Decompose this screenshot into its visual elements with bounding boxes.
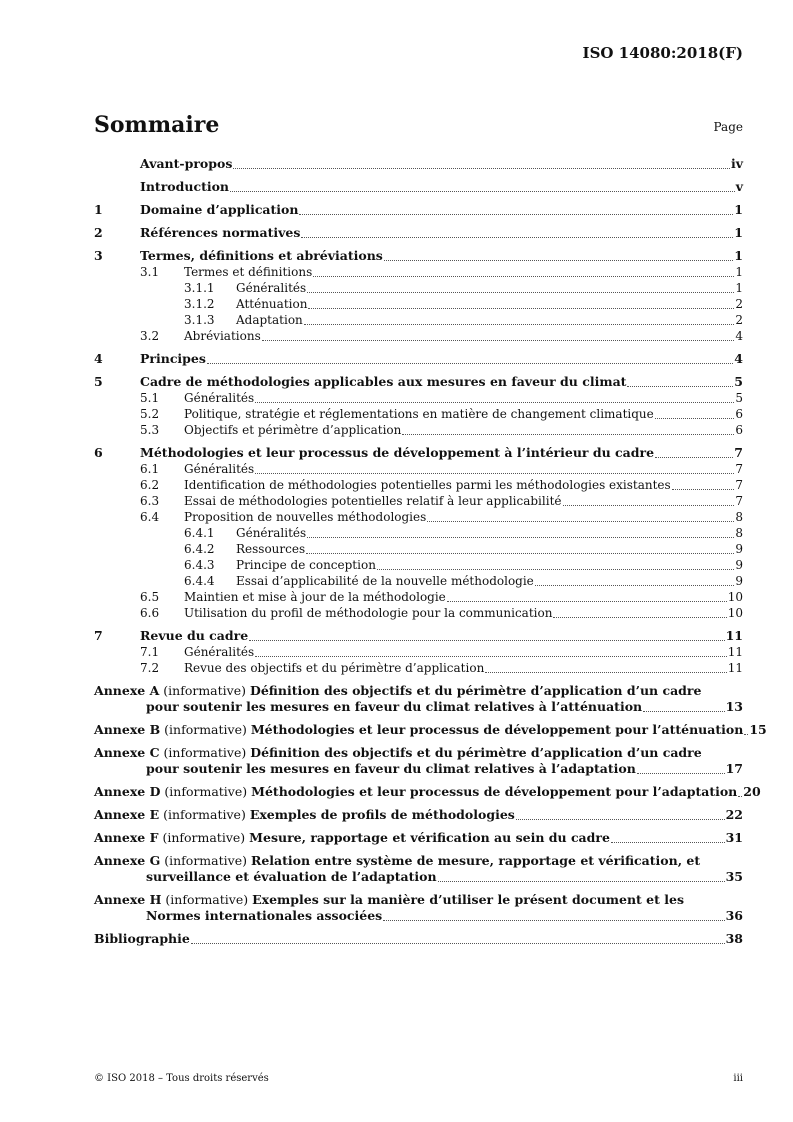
annex-id: Annexe B (94, 722, 161, 737)
toc-annex-entry[interactable] (94, 853, 743, 885)
toc-leader-dots (249, 640, 724, 641)
toc-leader-dots (402, 434, 734, 435)
toc-leader-dots (299, 214, 733, 215)
toc-entry[interactable] (94, 225, 743, 241)
toc-entry-page: 9 (735, 574, 743, 588)
toc-leader-dots (307, 537, 734, 538)
annex-type: (informative) (165, 892, 249, 907)
toc-entry-label: Généralités (236, 281, 307, 295)
toc-entry-label: Principe de conception (236, 558, 376, 572)
toc-entry[interactable] (94, 541, 743, 557)
toc-entry[interactable] (94, 179, 743, 195)
annex-line-2 (94, 699, 743, 715)
annex-title-line-2: surveillance et évaluation de l’adaptation (146, 869, 437, 884)
toc-entry[interactable] (94, 605, 743, 621)
annex-type: (informative) (162, 830, 246, 845)
toc-leader-dots (384, 260, 733, 261)
toc-entry-page: 9 (735, 558, 743, 572)
annex-id: Annexe D (94, 784, 161, 799)
toc-entry-label: Revue des objectifs et du périmètre d’application (184, 661, 485, 675)
toc-annex-entry[interactable] (94, 892, 743, 924)
annex-title-line-2: Normes internationales associées (146, 908, 383, 923)
toc-entry-label: Avant-propos (140, 156, 233, 171)
annex-heading (94, 830, 610, 846)
toc-leader-dots (438, 881, 725, 882)
toc-entry-number: 4 (94, 351, 103, 366)
toc-entry-number: 5.2 (140, 407, 160, 421)
toc-annex-entry[interactable] (94, 722, 767, 738)
annex-title-line-2: pour soutenir les mesures en faveur du climat relatives à l’atténuation (146, 699, 643, 714)
toc-entry-number: 6.3 (140, 494, 160, 508)
bibliography-label: Bibliographie (94, 931, 190, 946)
toc-gap (94, 885, 743, 892)
toc-entry[interactable] (94, 509, 743, 525)
toc-entry-page: 8 (735, 510, 743, 524)
toc-leader-dots (627, 386, 733, 387)
toc-annex-entry[interactable] (94, 683, 743, 715)
annex-type: (informative) (164, 784, 248, 799)
toc-entry-number: 7 (94, 628, 103, 643)
toc-entry-label: Généralités (184, 391, 255, 405)
toc-leader-dots (230, 191, 735, 192)
toc-leader-dots (313, 276, 734, 277)
toc-entry-page: 4 (734, 351, 743, 366)
toc-entry-label: Termes et définitions (184, 265, 313, 279)
toc-entry-label: Cadre de méthodologies applicables aux mesures en faveur du climat (140, 374, 627, 389)
toc-entry-number: 3.1.3 (184, 313, 215, 327)
toc-entry[interactable] (94, 573, 743, 589)
toc-entry-number: 2 (94, 225, 103, 240)
toc-entry-page: 1 (734, 202, 743, 217)
toc-leader-dots (307, 292, 734, 293)
annex-title-line-1: Méthodologies et leur processus de développement pour l’atténuation (250, 722, 744, 737)
toc-entry[interactable] (94, 644, 743, 660)
toc-entry[interactable] (94, 628, 743, 644)
annex-heading (94, 853, 700, 869)
annex-title-line-1: Méthodologies et leur processus de développement pour l’adaptation (251, 784, 738, 799)
annex-type: (informative) (163, 745, 247, 760)
toc-entry-label: Objectifs et périmètre d’application (184, 423, 402, 437)
toc-entry[interactable] (94, 493, 743, 509)
annex-heading (94, 807, 515, 823)
toc-annex-entry[interactable] (94, 784, 761, 800)
toc-entry-label: Généralités (184, 462, 255, 476)
toc-gap (94, 438, 743, 445)
annex-title-line-1: Définition des objectifs et du périmètre d’application d’un cadre (250, 745, 702, 760)
toc-entry-page: 2 (735, 313, 743, 327)
annex-line-2 (94, 908, 743, 924)
toc-entry-page: 7 (735, 462, 743, 476)
annex-page: 17 (725, 761, 743, 776)
toc-leader-dots (304, 324, 735, 325)
annex-line-2 (94, 869, 743, 885)
toc-entry[interactable] (94, 280, 743, 296)
toc-entry[interactable] (94, 328, 743, 344)
toc-entry-label: Utilisation du profil de méthodologie pour la communication (184, 606, 553, 620)
annex-line-1 (94, 745, 743, 761)
toc-entry-page: 6 (735, 407, 743, 421)
toc-leader-dots (377, 569, 734, 570)
toc-entry-number: 5.1 (140, 391, 160, 405)
toc-entry-page: 6 (735, 423, 743, 437)
annex-page: 13 (725, 699, 743, 714)
annex-id: Annexe A (94, 683, 160, 698)
toc-entry-number: 6.2 (140, 478, 160, 492)
toc-leader-dots (611, 842, 725, 843)
toc-annex-entry[interactable] (94, 807, 743, 823)
toc-entry[interactable] (94, 406, 743, 422)
annex-title-line-1: Mesure, rapportage et vérification au sein du cadre (249, 830, 610, 845)
toc-leader-dots (233, 168, 730, 169)
annex-id: Annexe E (94, 807, 160, 822)
toc-entry[interactable] (94, 557, 743, 573)
toc-entry-page: 10 (727, 590, 743, 604)
toc-annex-entry[interactable] (94, 745, 743, 777)
toc-entry-label: Identification de méthodologies potentielles parmi les méthodologies existantes (184, 478, 671, 492)
toc-entry-page: 5 (734, 374, 743, 389)
toc-leader-dots (427, 521, 734, 522)
toc-entry-page: 9 (735, 542, 743, 556)
toc-entry-label: Abréviations (184, 329, 261, 343)
toc-entry[interactable] (94, 525, 743, 541)
annex-heading (94, 745, 702, 761)
toc-leader-dots (643, 711, 724, 712)
toc-entry-page: 7 (735, 494, 743, 508)
toc-entry-number: 3.1 (140, 265, 160, 279)
annex-page: 22 (725, 807, 743, 822)
toc-entry-number: 6.6 (140, 606, 160, 620)
annex-title-line-1: Exemples de profils de méthodologies (249, 807, 515, 822)
annex-id: Annexe G (94, 853, 161, 868)
toc-entry-label: Ressources (236, 542, 306, 556)
annex-title-line-1: Définition des objectifs et du périmètre d’application d’un cadre (249, 683, 702, 698)
toc-entry-label: Termes, définitions et abréviations (140, 248, 383, 263)
toc-leader-dots (738, 796, 742, 797)
toc-entry-label: Essai de méthodologies potentielles relatif à leur applicabilité (184, 494, 562, 508)
toc-entry[interactable] (94, 477, 743, 493)
toc-entry-label: Références normatives (140, 225, 301, 240)
toc-entry-number: 6.4.1 (184, 526, 215, 540)
annex-id: Annexe F (94, 830, 159, 845)
toc-entry-number: 6.5 (140, 590, 160, 604)
annex-heading (94, 722, 743, 738)
toc-entry-number: 5.3 (140, 423, 160, 437)
bibliography-page: 38 (725, 931, 743, 946)
toc-leader-dots (306, 553, 734, 554)
toc-gap (94, 621, 743, 628)
annex-line-1 (94, 853, 743, 869)
toc-entry[interactable] (94, 202, 743, 218)
toc-entry-label: Principes (140, 351, 206, 366)
toc-entry-number: 3.1.2 (184, 297, 215, 311)
toc-entry[interactable] (94, 264, 743, 280)
toc-entry-number: 6.4.4 (184, 574, 215, 588)
toc-entry-number: 3 (94, 248, 103, 263)
toc-gap (94, 241, 743, 248)
toc-entry-number: 6.4.3 (184, 558, 215, 572)
toc-leader-dots (301, 237, 733, 238)
toc-gap (94, 800, 743, 807)
annex-title-line-2: pour soutenir les mesures en faveur du climat relatives à l’adaptation (146, 761, 636, 776)
toc-entry[interactable] (94, 422, 743, 438)
toc-entry[interactable] (94, 312, 743, 328)
toc-gap (94, 738, 743, 745)
toc-entry-label: Généralités (184, 645, 255, 659)
toc-entry-number: 7.2 (140, 661, 160, 675)
annex-page: 35 (725, 869, 743, 884)
toc-entry-page: iv (730, 156, 743, 171)
toc-entry-page: 1 (734, 248, 743, 263)
toc-entry-label: Introduction (140, 179, 230, 194)
page-column-label: Page (713, 120, 743, 134)
toc-leader-dots (672, 489, 735, 490)
toc-entry-number: 3.1.1 (184, 281, 215, 295)
toc-leader-dots (553, 617, 726, 618)
annex-page: 20 (743, 784, 761, 799)
toc-gap (94, 777, 743, 784)
toc-entry-label: Méthodologies et leur processus de développement à l’intérieur du cadre (140, 445, 655, 460)
toc-entry-number: 6 (94, 445, 103, 460)
annex-type: (informative) (164, 853, 247, 868)
toc-entry-page: 1 (734, 225, 743, 240)
toc-entry-label: Généralités (236, 526, 307, 540)
toc-entry-label: Domaine d’application (140, 202, 299, 217)
toc-entry-number: 6.4.2 (184, 542, 215, 556)
annex-id: Annexe C (94, 745, 160, 760)
annex-line-1 (94, 830, 743, 846)
toc-gap (94, 715, 743, 722)
toc-leader-dots (655, 457, 733, 458)
toc-leader-dots (535, 585, 735, 586)
toc-entry[interactable] (94, 156, 743, 172)
table-of-contents (94, 156, 767, 947)
toc-bibliography[interactable] (94, 931, 743, 947)
toc-leader-dots (655, 418, 735, 419)
toc-entry-number: 5 (94, 374, 103, 389)
toc-gap (94, 195, 743, 202)
annex-heading (94, 784, 737, 800)
annex-id: Annexe H (94, 892, 162, 907)
toc-entry-number: 6.1 (140, 462, 160, 476)
annex-page: 36 (725, 908, 743, 923)
toc-leader-dots (308, 308, 734, 309)
toc-entry-number: 6.4 (140, 510, 160, 524)
toc-gap (94, 367, 743, 374)
annex-title-line-1: Relation entre système de mesure, rapportage et vérification, et (250, 853, 701, 868)
annex-line-2 (94, 761, 743, 777)
annex-line-1 (94, 784, 761, 800)
toc-entry[interactable] (94, 248, 743, 264)
toc-leader-dots (516, 819, 725, 820)
toc-entry[interactable] (94, 461, 743, 477)
toc-entry[interactable] (94, 660, 743, 676)
annex-page: 31 (725, 830, 743, 845)
toc-leader-dots (255, 656, 727, 657)
toc-leader-dots (262, 340, 735, 341)
annex-page: 15 (749, 722, 767, 737)
toc-gap (94, 846, 743, 853)
page-title: Sommaire (94, 112, 220, 138)
toc-entry[interactable] (94, 589, 743, 605)
document-id: ISO 14080:2018(F) (582, 44, 743, 62)
annex-line-1 (94, 892, 743, 908)
toc-entry-label: Atténuation (236, 297, 308, 311)
toc-entry[interactable] (94, 351, 743, 367)
toc-leader-dots (637, 773, 725, 774)
toc-gap (94, 823, 743, 830)
toc-entry-page: 7 (734, 445, 743, 460)
toc-entry-page: 11 (727, 645, 743, 659)
toc-leader-dots (255, 402, 734, 403)
toc-entry-label: Essai d’applicabilité de la nouvelle méthodologie (236, 574, 534, 588)
toc-entry-label: Politique, stratégie et réglementations en matière de changement climatique (184, 407, 654, 421)
toc-entry-label: Adaptation (236, 313, 303, 327)
toc-leader-dots (563, 505, 735, 506)
toc-leader-dots (255, 473, 734, 474)
toc-entry-page: 11 (725, 628, 743, 643)
footer-page-number: iii (733, 1073, 743, 1084)
toc-entry-page: 8 (735, 526, 743, 540)
toc-gap (94, 676, 743, 683)
toc-entry-label: Maintien et mise à jour de la méthodologie (184, 590, 446, 604)
toc-leader-dots (207, 363, 733, 364)
annex-type: (informative) (163, 807, 246, 822)
toc-entry-page: 11 (727, 661, 743, 675)
toc-gap (94, 172, 743, 179)
toc-entry-page: 7 (735, 478, 743, 492)
annex-type: (informative) (163, 683, 246, 698)
toc-entry-page: v (735, 179, 743, 194)
toc-leader-dots (744, 734, 748, 735)
toc-leader-dots (191, 943, 725, 944)
toc-gap (94, 924, 743, 931)
toc-gap (94, 218, 743, 225)
annex-line-1 (94, 722, 767, 738)
toc-entry-label: Proposition de nouvelles méthodologies (184, 510, 427, 524)
toc-leader-dots (447, 601, 727, 602)
toc-entry-label: Revue du cadre (140, 628, 249, 643)
annex-heading (94, 892, 684, 908)
toc-leader-dots (485, 672, 726, 673)
annex-line-1 (94, 807, 743, 823)
toc-gap (94, 344, 743, 351)
toc-entry-number: 7.1 (140, 645, 160, 659)
annex-type: (informative) (164, 722, 247, 737)
toc-entry-number: 3.2 (140, 329, 160, 343)
annex-heading (94, 683, 701, 699)
toc-entry-page: 4 (735, 329, 743, 343)
toc-entry[interactable] (94, 374, 743, 390)
toc-entry-page: 10 (727, 606, 743, 620)
toc-entry[interactable] (94, 390, 743, 406)
toc-entry[interactable] (94, 445, 743, 461)
toc-entry[interactable] (94, 296, 743, 312)
toc-entry-page: 2 (735, 297, 743, 311)
toc-entry-page: 1 (735, 281, 743, 295)
annex-line-1 (94, 683, 743, 699)
footer-copyright: © ISO 2018 – Tous droits réservés (94, 1073, 269, 1084)
annex-title-line-1: Exemples sur la manière d’utiliser le présent document et les (252, 892, 685, 907)
toc-entry-page: 5 (735, 391, 743, 405)
toc-entry-number: 1 (94, 202, 103, 217)
toc-entry-page: 1 (735, 265, 743, 279)
toc-leader-dots (383, 920, 724, 921)
toc-annex-entry[interactable] (94, 830, 743, 846)
